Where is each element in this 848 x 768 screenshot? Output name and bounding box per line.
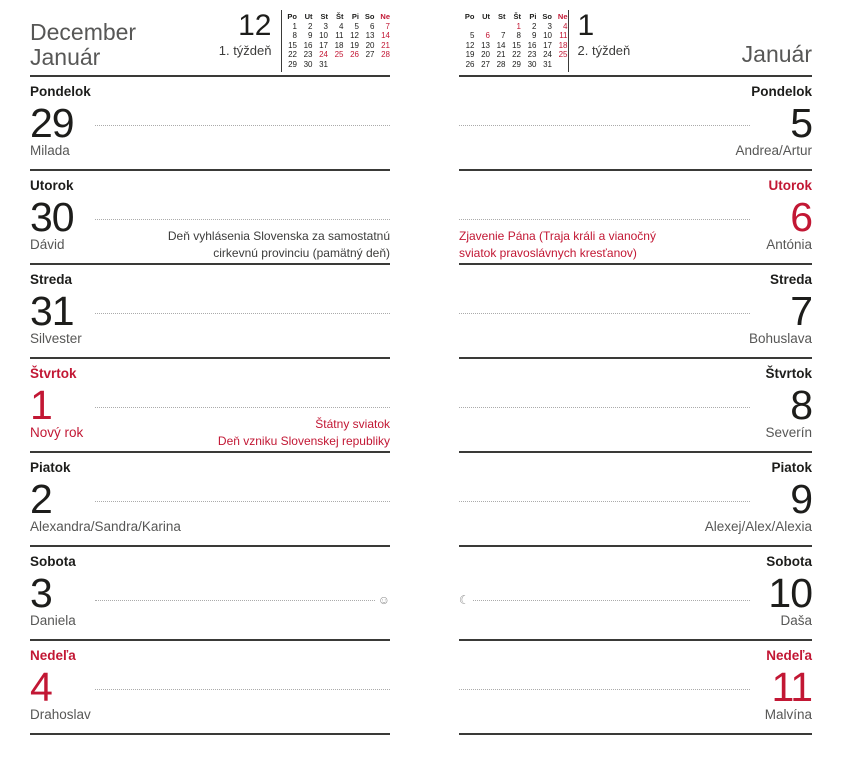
mini-calendar-date-cell: 19 bbox=[465, 50, 475, 59]
date-number: 4 bbox=[30, 664, 52, 710]
mini-calendar-date-cell: 15 bbox=[512, 40, 521, 50]
writing-line bbox=[459, 501, 750, 502]
mini-calendar-date-cell: 6 bbox=[370, 21, 375, 31]
date-number: 11 bbox=[771, 664, 812, 710]
mini-calendar-date-cell: 24 bbox=[543, 50, 552, 59]
mini-calendar-date-cell: 7 bbox=[385, 21, 390, 31]
mini-calendar-week-row bbox=[459, 31, 568, 41]
weekday-label: Streda bbox=[769, 272, 812, 287]
mini-calendar-header-row bbox=[459, 12, 568, 22]
mini-calendar-day-header: Št bbox=[336, 12, 344, 21]
mini-calendar-date-cell: 30 bbox=[527, 59, 537, 69]
date-number: 2 bbox=[30, 476, 52, 522]
weekday-label: Sobota bbox=[766, 554, 812, 569]
mini-calendar-date-cell: 1 bbox=[292, 21, 297, 31]
mini-calendar-date-cell: 22 bbox=[288, 50, 297, 59]
name-day: Alexandra/Sandra/Karina bbox=[30, 519, 181, 534]
mini-calendar-week-row bbox=[459, 22, 568, 32]
mini-calendar-day-header: So bbox=[542, 12, 552, 21]
mini-calendar-date-cell bbox=[328, 60, 344, 70]
mini-calendar-day-header: Po bbox=[464, 12, 475, 21]
weekday-label: Utorok bbox=[30, 178, 74, 193]
name-day: Antónia bbox=[766, 237, 812, 252]
writing-line bbox=[95, 501, 390, 502]
name-day: Severín bbox=[765, 425, 812, 440]
mini-calendar-date-cell: 30 bbox=[303, 59, 313, 69]
day-block bbox=[30, 359, 390, 453]
mini-calendar-day-header: So bbox=[364, 12, 375, 21]
writing-line bbox=[459, 313, 750, 314]
name-day: Malvína bbox=[764, 707, 812, 722]
holiday-note-line: sviatok pravoslávnych kresťanov) bbox=[459, 246, 637, 261]
holiday-note-line: cirkevnú provinciu (pamätný deň) bbox=[213, 246, 390, 261]
day-block bbox=[30, 641, 390, 735]
holiday-note-line: Deň vyhlásenia Slovenska za samostatnú bbox=[167, 229, 390, 243]
dotted-rule bbox=[459, 407, 750, 408]
weekday-label: Streda bbox=[30, 272, 73, 287]
dotted-rule bbox=[95, 407, 390, 408]
day-block bbox=[459, 547, 812, 641]
mini-calendar-date-cell: 10 bbox=[319, 31, 328, 40]
dotted-rule bbox=[95, 600, 375, 601]
date-number: 29 bbox=[30, 100, 74, 146]
date-number: 10 bbox=[768, 570, 812, 616]
mini-calendar-date-cell: 29 bbox=[288, 59, 297, 69]
mini-calendar-day-header: Ne bbox=[557, 12, 568, 21]
mini-calendar bbox=[459, 12, 568, 69]
mini-calendar-date-cell: 16 bbox=[527, 40, 537, 50]
week-label: 1. týždeň bbox=[218, 43, 272, 58]
month-title bbox=[639, 42, 812, 75]
mini-calendar-date-cell: 21 bbox=[496, 50, 506, 59]
day-list bbox=[30, 77, 390, 735]
mini-calendar-date-cell: 20 bbox=[481, 50, 490, 59]
mini-calendar-date-cell: 10 bbox=[543, 31, 552, 40]
writing-line bbox=[95, 407, 390, 408]
writing-line bbox=[95, 689, 390, 690]
mini-calendar-date-cell: 17 bbox=[319, 40, 328, 50]
mini-calendar-week-row bbox=[282, 50, 391, 60]
mini-calendar-date-cell: 23 bbox=[527, 50, 537, 59]
mini-calendar-date-cell: 26 bbox=[350, 50, 359, 59]
page-header bbox=[30, 7, 390, 77]
mini-calendar-date-cell: 2 bbox=[532, 21, 537, 31]
mini-calendar-date-cell: 9 bbox=[308, 31, 313, 40]
mini-calendar-day-header: Ut bbox=[304, 12, 313, 21]
date-number: 5 bbox=[790, 100, 812, 146]
mini-calendar-day-header: Ne bbox=[380, 12, 390, 21]
header-divider bbox=[568, 10, 569, 72]
mini-calendar-date-cell: 27 bbox=[365, 50, 375, 59]
mini-calendar-date-cell: 31 bbox=[543, 59, 552, 69]
mini-calendar-date-cell: 18 bbox=[334, 40, 344, 50]
writing-line bbox=[459, 689, 750, 690]
weekday-label: Pondelok bbox=[30, 84, 91, 99]
date-number: 8 bbox=[790, 382, 812, 428]
writing-line bbox=[95, 219, 390, 220]
day-block bbox=[30, 265, 390, 359]
mini-calendar-date-cell: 2 bbox=[308, 21, 313, 31]
weekday-label: Utorok bbox=[768, 178, 812, 193]
holiday-note-line: Deň vzniku Slovenskej republiky bbox=[217, 434, 390, 449]
mini-calendar-day-header: St bbox=[320, 12, 328, 21]
mini-calendar-date-cell: 11 bbox=[335, 31, 344, 40]
writing-line bbox=[459, 219, 750, 220]
date-number: 9 bbox=[790, 476, 812, 522]
mini-calendar-date-cell: 28 bbox=[381, 50, 390, 59]
day-block bbox=[30, 77, 390, 171]
holiday-note bbox=[168, 228, 390, 262]
date-number: 1 bbox=[30, 382, 52, 428]
day-block bbox=[459, 77, 812, 171]
day-block bbox=[459, 265, 812, 359]
name-day: Nový rok bbox=[30, 425, 84, 440]
mini-calendar-date-cell bbox=[490, 22, 506, 32]
mini-calendar-date-cell: 19 bbox=[350, 40, 359, 50]
mini-calendar-week-row bbox=[282, 41, 391, 51]
mini-calendar-date-cell: 20 bbox=[365, 40, 375, 50]
day-block bbox=[459, 171, 812, 265]
dotted-rule bbox=[95, 689, 390, 690]
week-box bbox=[219, 7, 272, 58]
full-moon-icon: ☺ bbox=[377, 593, 390, 607]
mini-calendar-date-cell: 14 bbox=[496, 40, 506, 50]
week-box bbox=[578, 7, 631, 58]
mini-calendar-day-header: Pi bbox=[351, 12, 359, 21]
holiday-note bbox=[218, 416, 390, 450]
name-day: Dávid bbox=[30, 237, 65, 252]
week-label: 2. týždeň bbox=[577, 43, 631, 58]
month-title-line: Január bbox=[741, 41, 812, 67]
day-block bbox=[30, 453, 390, 547]
writing-line bbox=[459, 125, 750, 126]
mini-calendar-date-cell bbox=[344, 60, 360, 70]
mini-calendar-date-cell: 25 bbox=[558, 50, 568, 59]
day-block bbox=[459, 453, 812, 547]
mini-calendar-date-cell: 12 bbox=[465, 40, 475, 50]
mini-calendar-date-cell: 29 bbox=[512, 59, 521, 69]
mini-calendar-date-cell: 15 bbox=[288, 40, 297, 50]
month-title bbox=[30, 20, 210, 75]
writing-line bbox=[459, 407, 750, 408]
date-number: 31 bbox=[30, 288, 74, 334]
mini-calendar-date-cell: 5 bbox=[354, 21, 359, 31]
mini-calendar-date-cell: 7 bbox=[501, 31, 506, 40]
dotted-rule bbox=[95, 125, 390, 126]
dotted-rule bbox=[95, 313, 390, 314]
mini-calendar-day-header: Pi bbox=[529, 12, 537, 21]
mini-calendar-date-cell: 12 bbox=[350, 31, 359, 40]
dotted-rule bbox=[95, 219, 390, 220]
mini-calendar-date-cell: 8 bbox=[516, 31, 521, 40]
mini-calendar-date-cell: 17 bbox=[543, 40, 552, 50]
page-header bbox=[459, 7, 812, 77]
name-day: Milada bbox=[30, 143, 70, 158]
dotted-rule bbox=[459, 219, 750, 220]
dotted-rule bbox=[473, 600, 750, 601]
mini-calendar-date-cell: 5 bbox=[470, 31, 475, 40]
day-list bbox=[459, 77, 812, 735]
mini-calendar-day-header: St bbox=[498, 12, 506, 21]
dotted-rule bbox=[459, 501, 750, 502]
date-number: 3 bbox=[30, 570, 52, 616]
mini-calendar-day-header: Po bbox=[287, 12, 297, 21]
weekday-label: Štvrtok bbox=[30, 366, 77, 381]
mini-calendar-date-cell: 1 bbox=[516, 21, 521, 31]
name-day: Alexej/Alex/Alexia bbox=[704, 519, 812, 534]
holiday-note bbox=[459, 228, 656, 262]
mini-calendar-week-row bbox=[282, 60, 391, 70]
mini-calendar-date-cell: 28 bbox=[496, 59, 506, 69]
crescent-moon-icon: ☾ bbox=[459, 593, 470, 607]
date-number: 6 bbox=[790, 194, 812, 240]
dotted-rule bbox=[95, 501, 390, 502]
mini-calendar bbox=[282, 12, 391, 69]
mini-calendar-date-cell: 27 bbox=[481, 59, 490, 69]
mini-calendar-week-row bbox=[459, 41, 568, 51]
mini-calendar-date-cell: 6 bbox=[485, 31, 490, 40]
weekday-label: Piatok bbox=[30, 460, 71, 475]
weekday-label: Štvrtok bbox=[765, 366, 812, 381]
weekday-label: Piatok bbox=[771, 460, 812, 475]
mini-calendar-date-cell bbox=[459, 22, 475, 32]
name-day: Daniela bbox=[30, 613, 76, 628]
mini-calendar-date-cell: 26 bbox=[465, 59, 475, 69]
mini-calendar-date-cell: 25 bbox=[334, 50, 344, 59]
mini-calendar-week-row bbox=[459, 50, 568, 60]
mini-calendar-date-cell: 31 bbox=[319, 59, 328, 69]
month-title-line: December bbox=[30, 19, 137, 45]
weekday-label: Sobota bbox=[30, 554, 76, 569]
mini-calendar-day-header: Ut bbox=[482, 12, 490, 21]
name-day: Drahoslav bbox=[30, 707, 91, 722]
holiday-note-line: Štátny sviatok bbox=[315, 417, 390, 431]
mini-calendar-date-cell: 13 bbox=[365, 31, 375, 40]
mini-calendar-date-cell bbox=[375, 60, 391, 70]
dotted-rule bbox=[459, 125, 750, 126]
mini-calendar-date-cell: 11 bbox=[559, 31, 568, 40]
weekday-label: Pondelok bbox=[751, 84, 812, 99]
mini-calendar-date-cell: 8 bbox=[292, 31, 297, 40]
name-day: Daša bbox=[780, 613, 812, 628]
weekday-label: Nedeľa bbox=[30, 648, 76, 663]
mini-calendar-date-cell bbox=[552, 60, 568, 70]
mini-calendar-date-cell bbox=[359, 60, 375, 70]
mini-calendar-date-cell: 23 bbox=[303, 50, 313, 59]
day-block bbox=[459, 359, 812, 453]
dotted-rule bbox=[459, 313, 750, 314]
date-number: 7 bbox=[790, 288, 812, 334]
diary-page bbox=[424, 0, 848, 768]
mini-calendar-week-row bbox=[459, 60, 568, 70]
month-title-line: Január bbox=[30, 44, 101, 70]
mini-calendar-week-row bbox=[282, 31, 391, 41]
mini-calendar-date-cell: 4 bbox=[339, 21, 344, 31]
writing-line bbox=[459, 595, 750, 605]
mini-calendar-header-row bbox=[282, 12, 391, 22]
mini-calendar-date-cell: 18 bbox=[558, 40, 568, 50]
name-day: Silvester bbox=[30, 331, 82, 346]
mini-calendar-date-cell: 9 bbox=[532, 31, 537, 40]
name-day: Andrea/Artur bbox=[735, 143, 812, 158]
mini-calendar-day-header: Št bbox=[513, 12, 521, 21]
dotted-rule bbox=[459, 689, 750, 690]
mini-calendar-date-cell: 22 bbox=[512, 50, 521, 59]
mini-calendar-date-cell: 21 bbox=[381, 40, 390, 50]
holiday-note-line: Zjavenie Pána (Traja králi a vianočný bbox=[459, 229, 656, 243]
mini-calendar-week-row bbox=[282, 22, 391, 32]
writing-line bbox=[95, 313, 390, 314]
mini-calendar-date-cell: 14 bbox=[381, 31, 390, 40]
mini-calendar-date-cell: 16 bbox=[303, 40, 313, 50]
weekday-label: Nedeľa bbox=[766, 648, 812, 663]
mini-calendar-date-cell: 3 bbox=[547, 21, 552, 31]
mini-calendar-date-cell: 3 bbox=[323, 21, 328, 31]
day-block bbox=[30, 547, 390, 641]
day-block bbox=[30, 171, 390, 265]
writing-line bbox=[95, 595, 390, 605]
mini-calendar-date-cell: 24 bbox=[319, 50, 328, 59]
month-number: 12 bbox=[238, 9, 272, 42]
mini-calendar-date-cell: 4 bbox=[563, 21, 568, 31]
name-day: Bohuslava bbox=[748, 331, 812, 346]
mini-calendar-date-cell bbox=[475, 22, 491, 32]
date-number: 30 bbox=[30, 194, 74, 240]
writing-line bbox=[95, 125, 390, 126]
mini-calendar-date-cell: 13 bbox=[481, 40, 490, 50]
month-number: 1 bbox=[577, 9, 595, 42]
day-block bbox=[459, 641, 812, 735]
